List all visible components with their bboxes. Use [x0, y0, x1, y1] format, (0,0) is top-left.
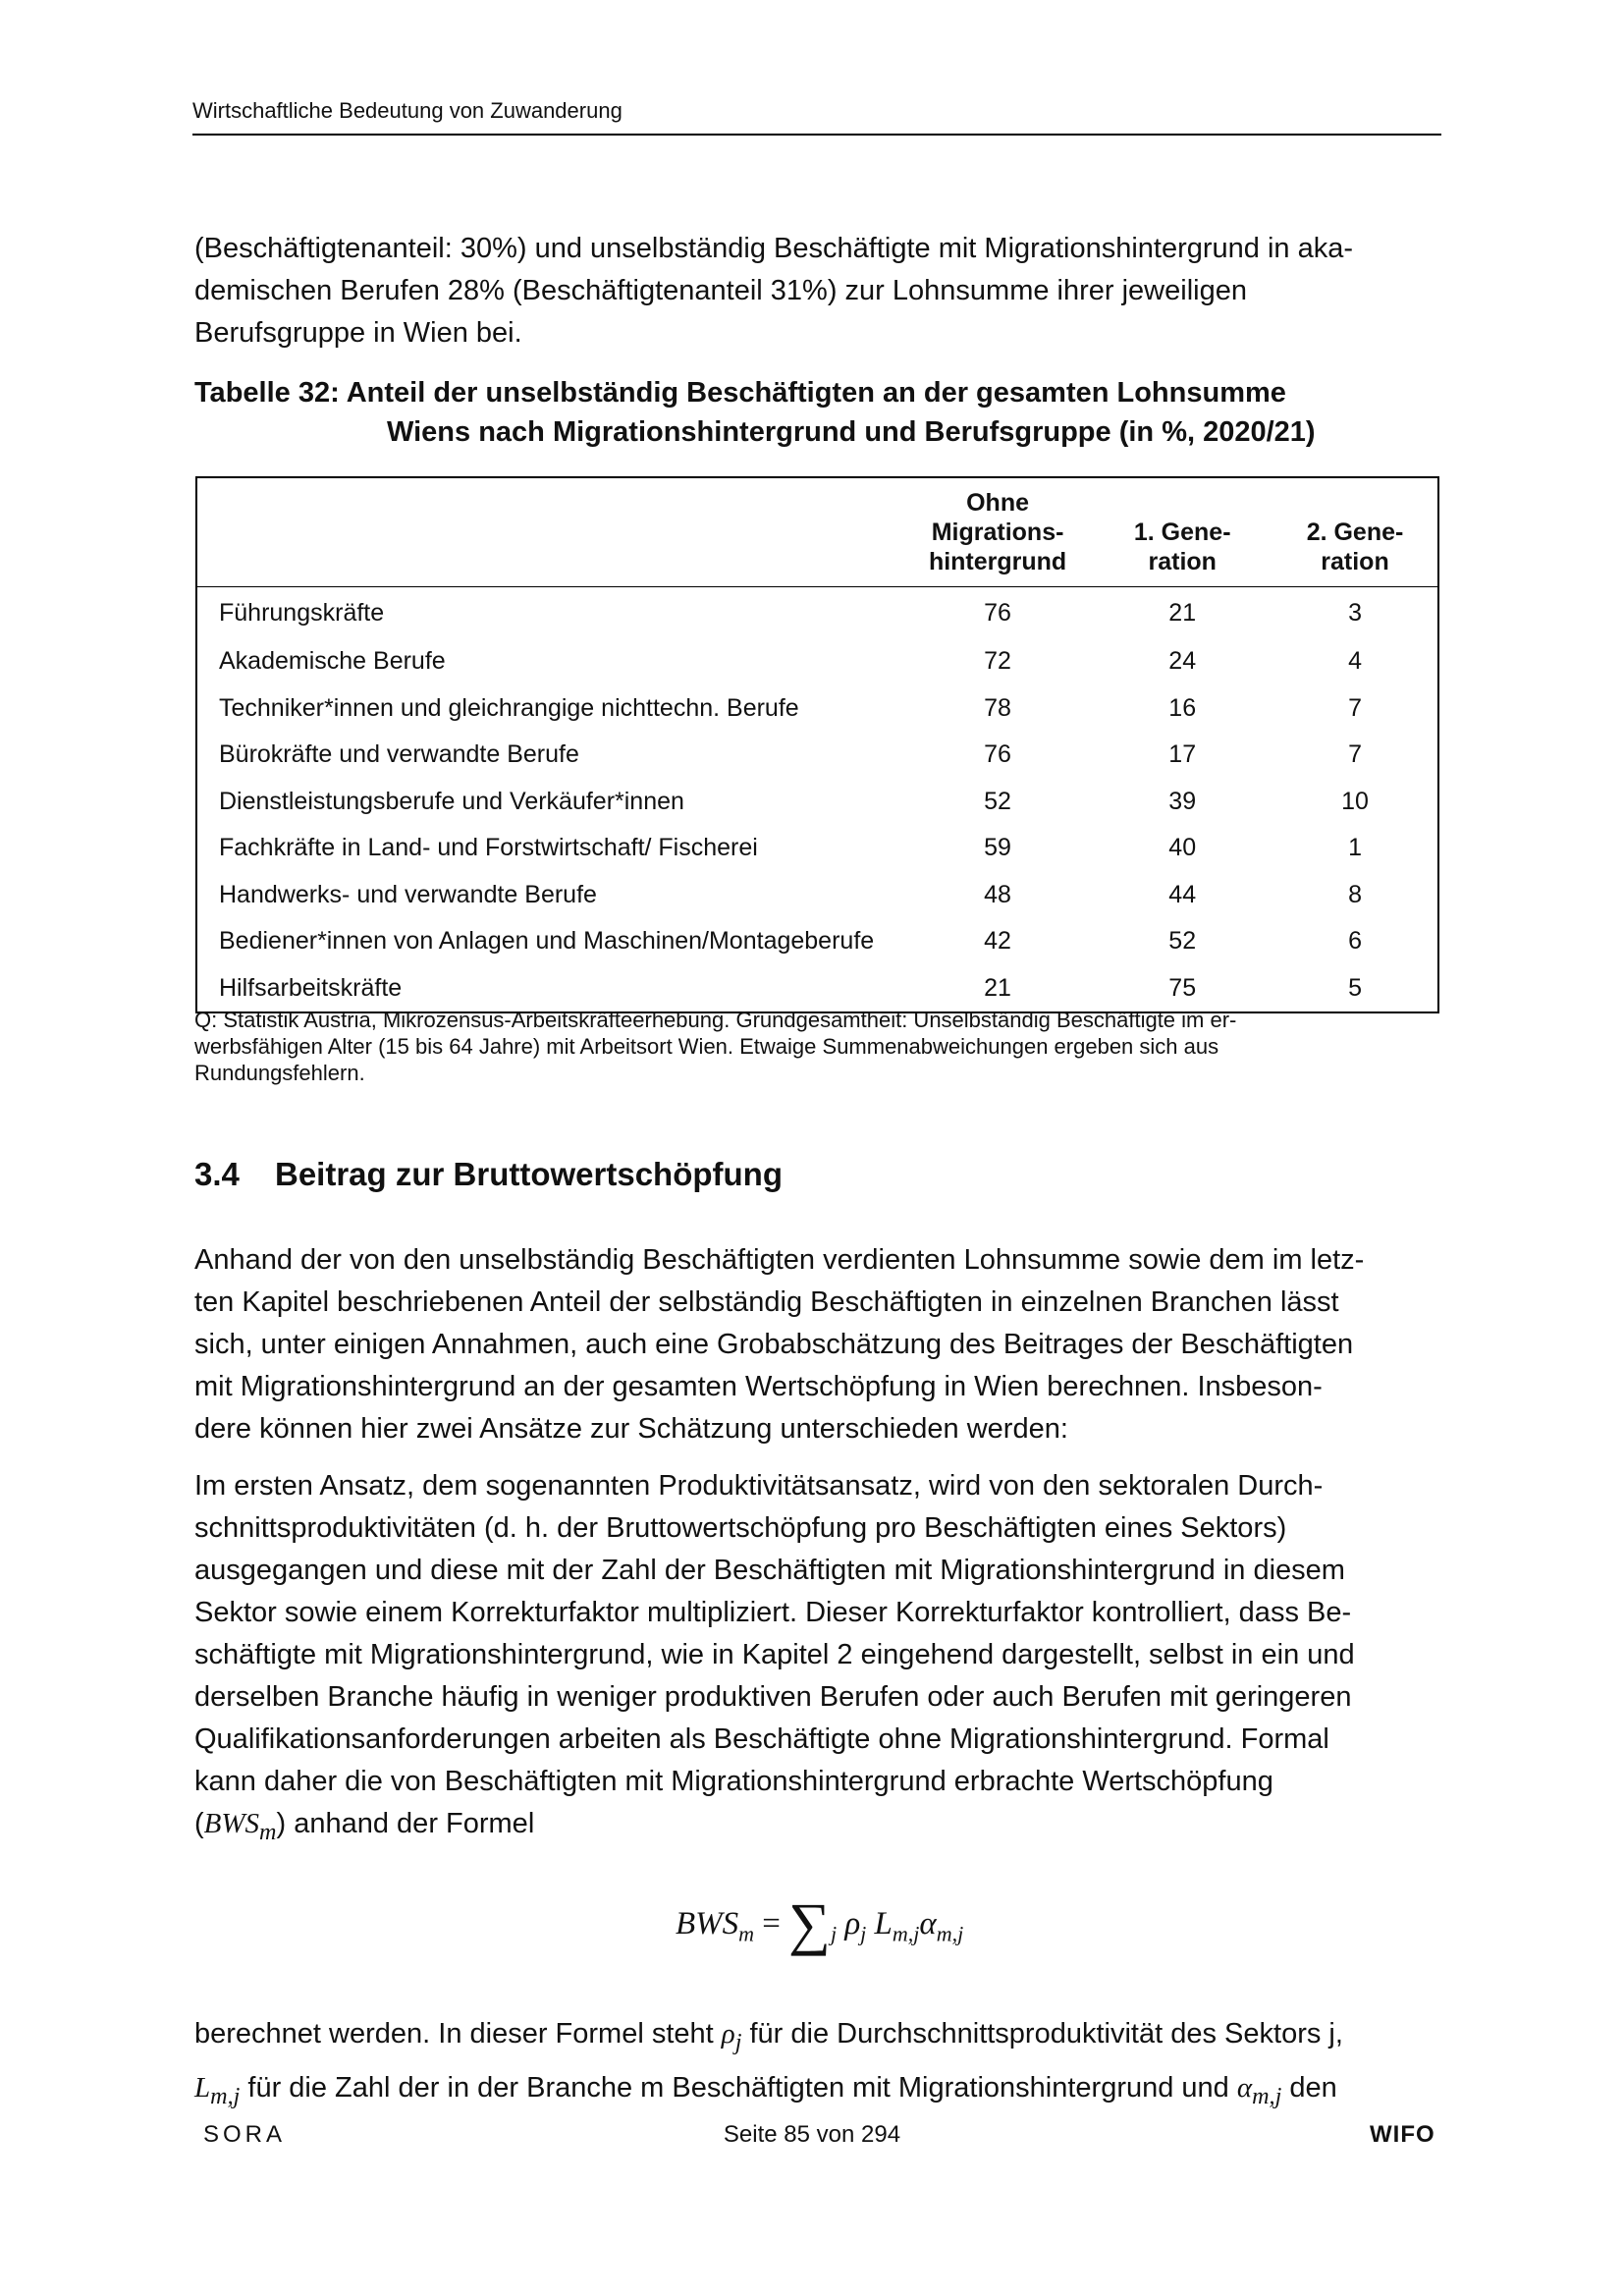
text-line: demischen Berufen 28% (Beschäftigtenanteil 31%) zur Lohnsumme ihrer jeweiligen	[194, 275, 1247, 306]
text-line: Qualifikationsanforderungen arbeiten als Beschäftigte ohne Migrationshintergrund. Formal	[194, 1723, 1329, 1755]
text-line: ausgegangen und diese mit der Zahl der Beschäftigten mit Migrationshintergrund in diesem	[194, 1555, 1345, 1586]
row-label: Techniker*innen und gleichrangige nichttechn. Berufe	[219, 693, 799, 722]
text-line: Im ersten Ansatz, dem sogenannten Produktivitätsansatz, wird von den sektoralen Durch-	[194, 1470, 1324, 1502]
row-label: Dienstleistungsberufe und Verkäufer*innen	[219, 787, 684, 815]
paren: )	[276, 1808, 287, 1839]
text-line: (Beschäftigtenanteil: 30%) und unselbständig Beschäftigte mit Migrationshintergrund in aka-	[194, 233, 1354, 264]
math-subscript: m,j	[210, 2082, 241, 2109]
footer-org-logo: SORA	[203, 2121, 287, 2148]
text-fragment: anhand der Formel	[286, 1808, 535, 1839]
formula-subscript: m,j	[936, 1921, 964, 1946]
column-header	[1092, 477, 1272, 587]
table-cell: 44	[1168, 880, 1197, 908]
section-title: Beitrag zur Bruttowertschöpfung	[275, 1156, 783, 1192]
table-cell: 4	[1348, 647, 1362, 676]
table-cell: 6	[1348, 927, 1362, 956]
table-cell: 48	[984, 880, 1011, 908]
table-cell: 3	[1348, 598, 1362, 627]
row-label: Akademische Berufe	[219, 647, 446, 676]
footer-wifo-logo: WIFO	[1370, 2121, 1435, 2148]
row-label-header	[196, 477, 903, 587]
table-cell: 42	[984, 927, 1011, 956]
formula-symbol: α	[919, 1906, 937, 1941]
table-cell: 40	[1168, 834, 1197, 862]
table-caption	[194, 373, 1441, 452]
column-header-line: 1. Gene-	[1133, 519, 1231, 546]
text-line: ten Kapitel beschriebenen Anteil der selbständig Beschäftigten in einzelnen Branchen lässt	[194, 1286, 1339, 1318]
table-caption-line: Tabelle 32: Anteil der unselbständig Beschäftigten an der gesamten Lohnsumme	[194, 377, 1286, 409]
text-line: derselben Branche häufig in weniger produktiven Berufen oder auch Berufen mit geringeren	[194, 1681, 1352, 1713]
table-cell: 75	[1168, 973, 1197, 1002]
table-header	[196, 477, 1438, 587]
table-cell: 76	[984, 598, 1011, 627]
table-cell: 21	[1168, 598, 1197, 627]
row-label: Führungskräfte	[219, 598, 385, 627]
table-row	[196, 872, 1438, 919]
table-cell: 7	[1348, 740, 1362, 769]
row-label: Bürokräfte und verwandte Berufe	[219, 740, 579, 769]
math-subscript: m	[259, 1818, 277, 1845]
table-row	[196, 685, 1438, 733]
table-row	[196, 825, 1438, 872]
column-header-line: ration	[1321, 548, 1389, 575]
math-symbol: α	[1236, 2071, 1253, 2104]
table-body	[196, 587, 1438, 1013]
column-header-line: Ohne	[966, 489, 1030, 517]
table-cell: 10	[1341, 787, 1369, 815]
table-row	[196, 587, 1438, 639]
intro-paragraph	[194, 228, 1430, 355]
text-line	[194, 1803, 1430, 1853]
running-header: Wirtschaftliche Bedeutung von Zuwanderung	[192, 98, 1441, 136]
text-line: sich, unter einigen Annahmen, auch eine Grobabschätzung des Beitrages der Beschäftigten	[194, 1329, 1354, 1360]
text-line: schnittsproduktivitäten (d. h. der Bruttowertschöpfung pro Beschäftigten eines Sektors)	[194, 1512, 1287, 1544]
text-fragment: für die Durchschnittsproduktivität des Sektors j,	[741, 2018, 1343, 2050]
text-line: kann daher die von Beschäftigten mit Migrationshintergrund erbrachte Wertschöpfung	[194, 1766, 1273, 1797]
formula-subscript: m	[738, 1921, 755, 1946]
table-cell: 59	[984, 834, 1011, 862]
table-cell: 1	[1348, 834, 1362, 862]
formula-subscript: j	[860, 1921, 867, 1946]
table-row	[196, 965, 1438, 1013]
body-paragraph	[194, 1465, 1430, 1853]
table-cell: 16	[1168, 693, 1197, 722]
column-header	[1272, 477, 1438, 587]
body-paragraph	[194, 1239, 1430, 1450]
math-symbol: L	[194, 2071, 211, 2104]
paren: (	[194, 1808, 204, 1839]
table-cell: 78	[984, 693, 1011, 722]
row-label: Bediener*innen von Anlagen und Maschinen/Montageberufe	[219, 927, 875, 956]
column-header	[903, 477, 1093, 587]
text-line	[194, 2011, 1430, 2065]
formula-equals: =	[762, 1906, 781, 1941]
text-line: schäftigte mit Migrationshintergrund, wie in Kapitel 2 eingehend dargestellt, selbst in ein und	[194, 1639, 1355, 1670]
math-symbol: BWS	[203, 1808, 260, 1839]
table-cell: 8	[1348, 880, 1362, 908]
text-line: Berufsgruppe in Wien bei.	[194, 317, 522, 349]
table-cell: 72	[984, 647, 1011, 676]
section-number: 3.4	[194, 1156, 240, 1192]
table-row	[196, 638, 1438, 685]
table-cell: 76	[984, 740, 1011, 769]
formula	[676, 1890, 963, 1958]
table-cell: 39	[1168, 787, 1197, 815]
table-cell: 24	[1168, 647, 1197, 676]
table-row	[196, 918, 1438, 965]
column-header-line: ration	[1148, 548, 1217, 575]
formula-lhs: BWS	[676, 1906, 739, 1941]
table-cell: 21	[984, 973, 1011, 1002]
source-line: werbsfähigen Alter (15 bis 64 Jahre) mit Arbeitsort Wien. Etwaige Summenabweichungen ergeben sich aus	[194, 1034, 1219, 1059]
source-line: Q: Statistik Austria, Mikrozensus-Arbeitskräfteerhebung. Grundgesamtheit: Unselbständig Beschäftigte im er-	[194, 1008, 1237, 1032]
table-cell: 52	[984, 787, 1011, 815]
sum-symbol: ∑	[788, 1891, 831, 1956]
text-fragment: berechnet werden. In dieser Formel steht	[194, 2018, 722, 2050]
table-source-note	[194, 1007, 1432, 1086]
table-row	[196, 779, 1438, 826]
table-caption-line: Wiens nach Migrationshintergrund und Berufsgruppe (in %, 2020/21)	[387, 416, 1316, 448]
table-cell: 17	[1168, 740, 1197, 769]
table-cell: 52	[1168, 927, 1197, 956]
math-symbol: ρ	[721, 2018, 735, 2050]
text-fragment: für die Zahl der in der Branche m Beschäftigten mit Migrationshintergrund und	[240, 2071, 1237, 2104]
text-line: mit Migrationshintergrund an der gesamten Wertschöpfung in Wien berechnen. Insbeson-	[194, 1371, 1323, 1402]
section-heading	[194, 1156, 783, 1193]
table-row	[196, 732, 1438, 779]
text-line: dere können hier zwei Ansätze zur Schätzung unterschieden werden:	[194, 1413, 1068, 1445]
formula-symbol: ρ	[844, 1906, 861, 1941]
column-header-line: hintergrund	[928, 548, 1067, 575]
text-line: Sektor sowie einem Korrekturfaktor multipliziert. Dieser Korrekturfaktor kontrolliert, dass Be-	[194, 1597, 1352, 1628]
column-header-line: Migrations-	[931, 519, 1064, 546]
text-fragment: den	[1281, 2071, 1337, 2104]
text-line	[194, 2065, 1430, 2119]
row-label: Handwerks- und verwandte Berufe	[219, 880, 597, 908]
text-line: Anhand der von den unselbständig Beschäftigten verdienten Lohnsumme sowie dem im letz-	[194, 1244, 1365, 1276]
column-header-line: 2. Gene-	[1306, 519, 1404, 546]
formula-symbol: L	[874, 1906, 893, 1941]
formula-subscript: m,j	[892, 1921, 920, 1946]
math-subscript: j	[734, 2028, 742, 2055]
formula-subscript: j	[830, 1921, 838, 1946]
source-line: Rundungsfehlern.	[194, 1061, 365, 1085]
table-cell: 7	[1348, 693, 1362, 722]
row-label: Hilfsarbeitskräfte	[219, 973, 403, 1002]
body-paragraph	[194, 2011, 1430, 2119]
row-label: Fachkräfte in Land- und Forstwirtschaft/ Fischerei	[219, 834, 758, 862]
page-number: Seite 85 von 294	[723, 2121, 901, 2148]
table-cell: 5	[1348, 973, 1362, 1002]
data-table	[195, 476, 1439, 1013]
math-subscript: m,j	[1252, 2082, 1282, 2109]
